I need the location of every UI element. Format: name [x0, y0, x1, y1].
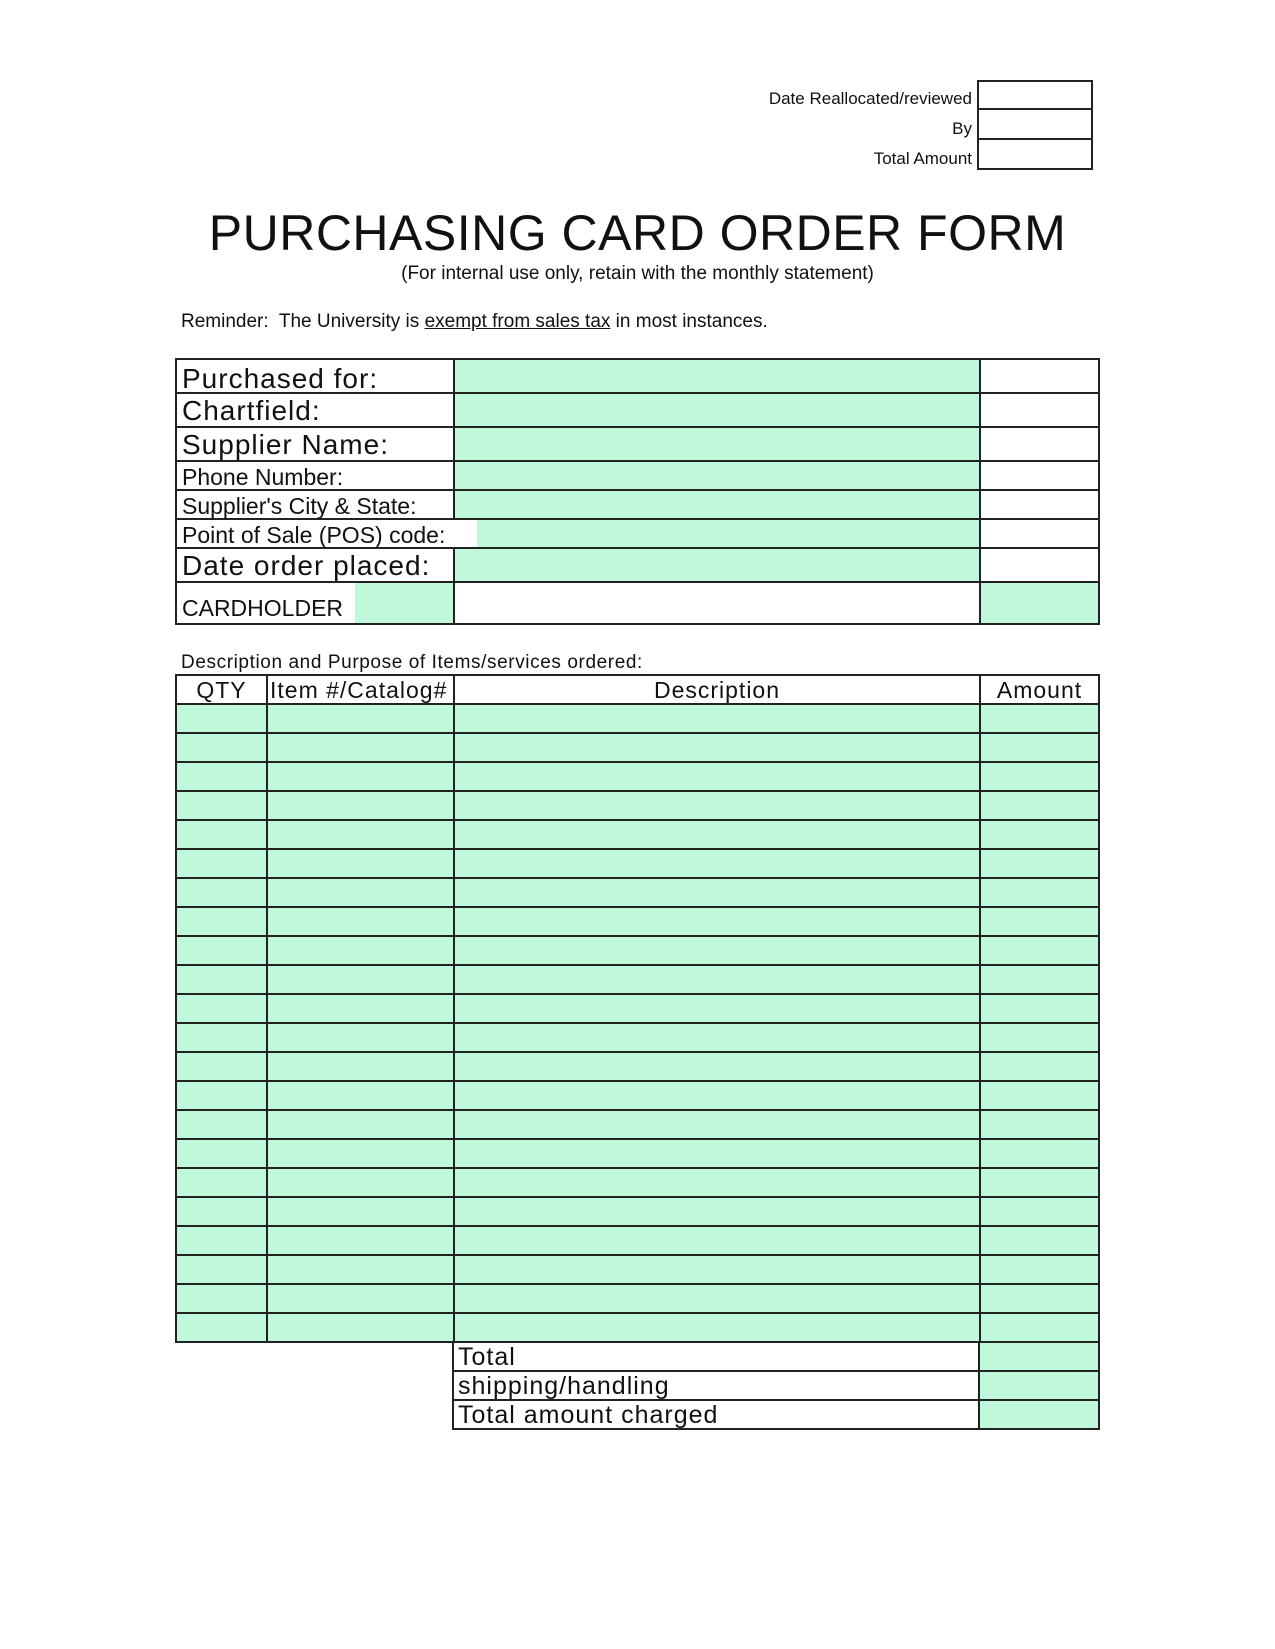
item-catalog-field[interactable]	[268, 1024, 455, 1051]
qty-field[interactable]	[177, 1256, 268, 1283]
label-pos-code: Point of Sale (POS) code:	[182, 522, 446, 548]
qty-field[interactable]	[177, 734, 268, 761]
description-field[interactable]	[455, 763, 981, 790]
table-row	[177, 908, 1098, 937]
qty-field[interactable]	[177, 1053, 268, 1080]
table-row	[177, 879, 1098, 908]
item-catalog-field[interactable]	[268, 1053, 455, 1080]
table-row	[177, 1082, 1098, 1111]
item-catalog-field[interactable]	[268, 879, 455, 906]
row-phone-number	[177, 462, 1098, 491]
table-row	[177, 734, 1098, 763]
amount-field[interactable]	[981, 1111, 1098, 1138]
review-row-total	[650, 140, 1093, 170]
description-field[interactable]	[455, 1169, 981, 1196]
table-row	[177, 1285, 1098, 1314]
row-supplier-city-state	[177, 491, 1098, 520]
amount-field[interactable]	[981, 995, 1098, 1022]
description-field[interactable]	[455, 821, 981, 848]
col-description: Description	[455, 676, 981, 703]
qty-field[interactable]	[177, 1285, 268, 1312]
description-field[interactable]	[455, 792, 981, 819]
table-row	[177, 966, 1098, 995]
qty-field[interactable]	[177, 879, 268, 906]
amount-field[interactable]	[981, 908, 1098, 935]
qty-field[interactable]	[177, 850, 268, 877]
amount-field[interactable]	[981, 1024, 1098, 1051]
label-phone-number: Phone Number:	[177, 462, 455, 489]
table-row	[177, 1140, 1098, 1169]
row-chartfield	[177, 394, 1098, 428]
amount-field[interactable]	[981, 821, 1098, 848]
review-row-date	[650, 80, 1093, 110]
row-cardholder	[177, 583, 1098, 623]
row-total-charged	[454, 1401, 1098, 1428]
amount-field[interactable]	[981, 1140, 1098, 1167]
label-supplier-city-state: Supplier's City & State:	[177, 491, 455, 518]
qty-field[interactable]	[177, 763, 268, 790]
qty-field[interactable]	[177, 792, 268, 819]
item-catalog-field[interactable]	[268, 1285, 455, 1312]
qty-field[interactable]	[177, 1198, 268, 1225]
review-label-date: Date Reallocated/reviewed	[768, 89, 972, 108]
amount-field[interactable]	[981, 879, 1098, 906]
items-heading: Description and Purpose of Items/services ordered:	[181, 652, 643, 673]
supplier-city-state-extra[interactable]	[981, 491, 1098, 518]
amount-field[interactable]	[981, 1227, 1098, 1254]
reminder-underlined: exempt from sales tax	[424, 311, 611, 332]
amount-field[interactable]	[981, 1082, 1098, 1109]
pos-label-overflow	[453, 520, 477, 547]
review-total-field[interactable]	[977, 140, 1093, 170]
amount-field[interactable]	[981, 792, 1098, 819]
amount-field[interactable]	[981, 1285, 1098, 1312]
description-field[interactable]	[455, 734, 981, 761]
item-catalog-field[interactable]	[268, 734, 455, 761]
amount-field[interactable]	[981, 1256, 1098, 1283]
review-by-field[interactable]	[977, 110, 1093, 140]
qty-field[interactable]	[177, 1169, 268, 1196]
supplier-name-field[interactable]	[455, 428, 981, 460]
supplier-city-state-field[interactable]	[455, 491, 981, 518]
description-field[interactable]	[455, 1285, 981, 1312]
row-supplier-name	[177, 428, 1098, 462]
total-charged-field[interactable]	[980, 1401, 1098, 1428]
qty-field[interactable]	[177, 1314, 268, 1341]
item-catalog-field[interactable]	[268, 792, 455, 819]
qty-field[interactable]	[177, 1082, 268, 1109]
item-catalog-field[interactable]	[268, 966, 455, 993]
pos-code-extra[interactable]	[981, 520, 1098, 547]
item-catalog-field[interactable]	[268, 908, 455, 935]
review-row-by	[650, 110, 1093, 140]
amount-field[interactable]	[981, 1314, 1098, 1341]
item-catalog-field[interactable]	[268, 763, 455, 790]
description-field[interactable]	[455, 995, 981, 1022]
item-catalog-field[interactable]	[268, 705, 455, 732]
amount-field[interactable]	[981, 966, 1098, 993]
amount-field[interactable]	[981, 937, 1098, 964]
qty-field[interactable]	[177, 908, 268, 935]
table-row	[177, 937, 1098, 966]
table-row	[177, 705, 1098, 734]
label-purchased-for: Purchased for:	[177, 360, 455, 392]
table-row	[177, 821, 1098, 850]
shipping-field[interactable]	[980, 1372, 1098, 1399]
description-field[interactable]	[455, 705, 981, 732]
purchased-for-extra[interactable]	[981, 360, 1098, 392]
chartfield-extra[interactable]	[981, 394, 1098, 426]
item-catalog-field[interactable]	[268, 995, 455, 1022]
item-catalog-field[interactable]	[268, 1227, 455, 1254]
item-catalog-field[interactable]	[268, 1169, 455, 1196]
table-row	[177, 1169, 1098, 1198]
item-catalog-field[interactable]	[268, 821, 455, 848]
amount-field[interactable]	[981, 850, 1098, 877]
qty-field[interactable]	[177, 1140, 268, 1167]
description-field[interactable]	[455, 879, 981, 906]
amount-field[interactable]	[981, 1053, 1098, 1080]
table-row	[177, 1227, 1098, 1256]
amount-field[interactable]	[981, 734, 1098, 761]
qty-field[interactable]	[177, 1111, 268, 1138]
order-info-grid	[175, 358, 1100, 625]
description-field[interactable]	[455, 1053, 981, 1080]
row-shipping	[454, 1372, 1098, 1401]
table-row	[177, 1256, 1098, 1285]
item-catalog-field[interactable]	[268, 1314, 455, 1341]
col-qty: QTY	[177, 676, 268, 703]
table-row	[177, 995, 1098, 1024]
description-field[interactable]	[455, 850, 981, 877]
amount-field[interactable]	[981, 705, 1098, 732]
review-label-total: Total Amount	[873, 149, 972, 168]
reminder-prefix: Reminder: The University is	[181, 311, 425, 332]
cardholder-field[interactable]	[455, 583, 981, 623]
description-field[interactable]	[455, 966, 981, 993]
phone-number-field[interactable]	[455, 462, 981, 489]
label-total-charged: Total amount charged	[454, 1401, 980, 1428]
description-field[interactable]	[455, 1198, 981, 1225]
cardholder-extra[interactable]	[981, 583, 1098, 623]
phone-number-extra[interactable]	[981, 462, 1098, 489]
page-subtitle: (For internal use only, retain with the monthly statement)	[401, 263, 874, 284]
item-rows	[177, 705, 1098, 1343]
table-row	[177, 850, 1098, 879]
description-field[interactable]	[455, 1227, 981, 1254]
table-row	[177, 1053, 1098, 1082]
page-title: PURCHASING CARD ORDER FORM	[208, 205, 1067, 261]
item-catalog-field[interactable]	[268, 1198, 455, 1225]
label-date-order-placed: Date order placed:	[177, 549, 455, 581]
label-shipping: shipping/handling	[454, 1372, 980, 1399]
purchased-for-field[interactable]	[455, 360, 981, 392]
table-row	[177, 1314, 1098, 1343]
qty-field[interactable]	[177, 1024, 268, 1051]
amount-field[interactable]	[981, 763, 1098, 790]
review-date-field[interactable]	[977, 80, 1093, 110]
item-catalog-field[interactable]	[268, 1256, 455, 1283]
description-field[interactable]	[455, 1024, 981, 1051]
chartfield-field[interactable]	[455, 394, 981, 426]
label-cardholder: CARDHOLDER	[177, 583, 455, 623]
review-label-by: By	[952, 119, 972, 138]
reminder-suffix: in most instances.	[610, 311, 768, 332]
description-field[interactable]	[455, 1111, 981, 1138]
total-field[interactable]	[980, 1343, 1098, 1370]
description-field[interactable]	[455, 937, 981, 964]
totals-block	[452, 1343, 1100, 1430]
col-amount: Amount	[996, 677, 1083, 703]
qty-field[interactable]	[177, 705, 268, 732]
date-order-placed-field[interactable]	[455, 549, 981, 581]
supplier-name-extra[interactable]	[981, 428, 1098, 460]
tax-reminder	[181, 311, 768, 333]
row-purchased-for	[177, 360, 1098, 394]
items-table	[175, 674, 1100, 1343]
description-field[interactable]	[455, 1256, 981, 1283]
row-pos-code	[177, 520, 1098, 549]
table-row	[177, 1198, 1098, 1227]
qty-field[interactable]	[177, 966, 268, 993]
qty-field[interactable]	[177, 995, 268, 1022]
description-field[interactable]	[455, 1082, 981, 1109]
row-date-order-placed	[177, 549, 1098, 583]
description-field[interactable]	[455, 1314, 981, 1341]
description-field[interactable]	[455, 908, 981, 935]
date-order-placed-extra[interactable]	[981, 549, 1098, 581]
table-row	[177, 1111, 1098, 1140]
qty-field[interactable]	[177, 937, 268, 964]
table-row	[177, 1024, 1098, 1053]
item-catalog-field[interactable]	[268, 937, 455, 964]
col-item-catalog: Item #/Catalog#	[268, 676, 455, 703]
qty-field[interactable]	[177, 821, 268, 848]
item-catalog-field[interactable]	[268, 1140, 455, 1167]
qty-field[interactable]	[177, 1227, 268, 1254]
items-header	[177, 676, 1098, 705]
description-field[interactable]	[455, 1140, 981, 1167]
label-supplier-name: Supplier Name:	[177, 428, 455, 460]
table-row	[177, 792, 1098, 821]
item-catalog-field[interactable]	[268, 1111, 455, 1138]
label-chartfield: Chartfield:	[177, 394, 455, 426]
label-total: Total	[454, 1343, 980, 1370]
amount-field[interactable]	[981, 1169, 1098, 1196]
item-catalog-field[interactable]	[268, 850, 455, 877]
row-total	[454, 1343, 1098, 1372]
amount-field[interactable]	[981, 1198, 1098, 1225]
item-catalog-field[interactable]	[268, 1082, 455, 1109]
pos-code-field[interactable]	[455, 520, 981, 547]
table-row	[177, 763, 1098, 792]
